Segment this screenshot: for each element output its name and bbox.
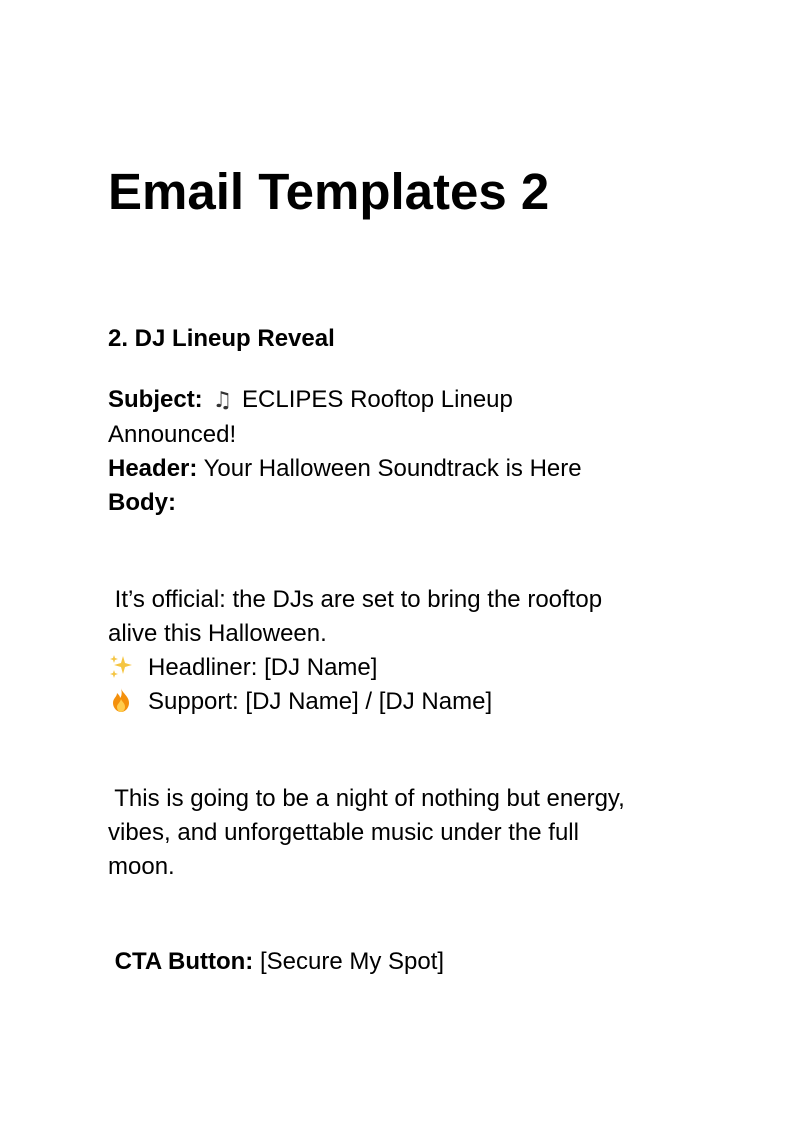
intro-line-2: alive this Halloween. (108, 620, 327, 647)
section-heading: 2. DJ Lineup Reveal (108, 325, 335, 352)
header-line (108, 452, 668, 486)
subject-line (108, 383, 668, 452)
subject-text: ECLIPES Rooftop Lineup (242, 386, 513, 413)
closing-line-2: vibes, and unforgettable music under the full (108, 819, 579, 846)
document-title: Email Templates 2 (108, 163, 550, 220)
header-text: Your Halloween Soundtrack is Here (203, 455, 582, 482)
intro-line-1: It’s official: the DJs are set to bring the rooftop (108, 586, 603, 613)
closing-paragraph (108, 782, 688, 884)
header-label: Header: (108, 455, 198, 482)
cta-text: [Secure My Spot] (259, 948, 445, 975)
music-notes-icon: ♫ (212, 388, 233, 413)
cta-line (108, 945, 444, 979)
closing-line-3: moon. (108, 853, 175, 880)
intro-paragraph (108, 583, 688, 719)
support-text: Support: [DJ Name] / [DJ Name] (148, 688, 493, 715)
fire-icon (108, 687, 134, 713)
email-meta (108, 383, 668, 520)
closing-line-1: This is going to be a night of nothing but energy, (108, 785, 625, 812)
lineup-item-headliner (108, 651, 688, 685)
body-line (108, 486, 668, 520)
subject-text-continued: Announced! (108, 421, 237, 448)
cta-label: CTA Button: (114, 948, 254, 975)
body-label: Body: (108, 489, 176, 516)
sparkles-icon (108, 653, 134, 679)
subject-label: Subject: (108, 386, 203, 413)
lineup-item-support (108, 685, 688, 719)
headliner-text: Headliner: [DJ Name] (148, 654, 378, 681)
